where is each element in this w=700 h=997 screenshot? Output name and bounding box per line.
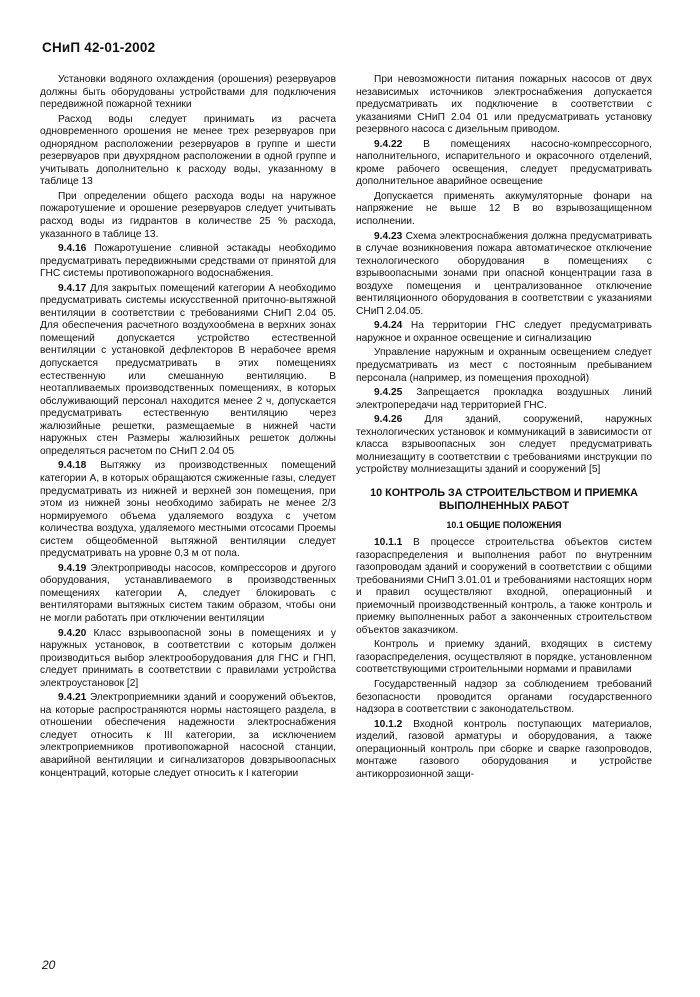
paragraph-text: Государственный надзор за соблюдением требований безопасности проводится органами государственного надзора в соответствии с законодательством.: [356, 678, 652, 716]
paragraph: [356, 387, 652, 412]
clause-number: 9.4.26: [374, 414, 403, 426]
paragraph: [40, 628, 336, 691]
subsection-title: 10.1 ОБЩИЕ ПОЛОЖЕНИЯ: [446, 519, 562, 530]
paragraph-text: Для закрытых помещений категории А необходимо предусматривать системы искусственной приточно-вытяжной вентиляции в соответствии с требованиями СНиП 2.04 05. Для обеспечения расчетного воздухообмена в верхних зонах помещений допускается устройство естественной вентиляции с установкой дефлекторов В нерабочее время допускается предусматривать в этих помещениях естественную или смешанную вентиляцию. В неотапливаемых производственных помещениях, в которых обслуживающий персонал находится менее 2 ч, допускается предусматривать естественную вентиляцию через жалюзийные решетки, размещаемые в нижней части наружных стен Размеры жалюзийных решеток должны определяться расчетом по СНиП 2.04 05: [40, 282, 336, 457]
clause-number: 9.4.24: [374, 320, 403, 332]
document-header: СНиП 42-01-2002: [42, 40, 156, 55]
paragraph: [40, 283, 336, 459]
clause-number: 9.4.18: [58, 460, 87, 472]
paragraph: [356, 320, 652, 345]
page-number: 20: [42, 958, 56, 972]
paragraph-text: На территории ГНС следует предусматривать наружное и охранное освещение и сигнализацию: [356, 320, 652, 344]
paragraph: [356, 679, 652, 717]
paragraph: [40, 563, 336, 626]
clause-number: 9.4.20: [58, 627, 87, 639]
paragraph: [40, 692, 336, 780]
paragraph: [356, 719, 652, 782]
paragraph-text: Установки водяного охлаждения (орошения) резервуаров должны быть оборудованы устройствами для подключения передвижной пожарной техники: [40, 74, 336, 111]
paragraph: [40, 191, 336, 241]
paragraph-text: Класс взрывоопасной зоны в помещениях и у наружных установок, в соответствии с которым должен производиться выбор электрооборудования для ГНС и ГНП, следует принимать в соответствии с правилами устройства электроустановок [2]: [40, 627, 336, 689]
paragraph-text: Допускается применять аккумуляторные фонари на напряжение не выше 12 В во взрывозащищенном исполнении.: [356, 190, 652, 228]
clause-number: 9.4.19: [58, 562, 87, 574]
paragraph: [356, 231, 652, 319]
paragraph-text: Вытяжку из производственных помещений категории А, в которых обращаются сжиженные газы, следует предусматривать из нижней и верхней зон помещения, при этом из нижней зоны необходимо забирать не менее 2/3 нормируемого объема удаляемого воздуха с учетом количества воздуха, удаляемого местными отсосами Проемы систем общеобменной вытяжной вентиляции следует предусматривать на уровне 0,3 м от пола.: [40, 460, 336, 560]
paragraph: [40, 74, 336, 112]
paragraph: [356, 191, 652, 229]
right-column: [356, 74, 652, 783]
clause-number: 9.4.23: [374, 230, 403, 242]
clause-number: 10.1.2: [374, 718, 403, 730]
paragraph-text: Схема электроснабжения должна предусматривать в случае возникновения пожара автоматическое отключение технологического оборудования в помещениях с взрывоопасными зонами при опасной концентрации газа в воздухе помещения и централизованное отключение вентиляционного оборудования в соответствии с указаниями СНиП 2.04.05.: [356, 230, 652, 317]
paragraph-text: При невозможности питания пожарных насосов от двух независимых источников электроснабжения допускается предусматривать их подключение в соответствии с указаниями СНиП 2.04 01 или предусматривать установку резервного насоса с дизельным приводом.: [356, 74, 652, 136]
paragraph: [40, 243, 336, 281]
paragraph-text: В помещениях насосно-компрессорного, наполнительного, испарительного и окрасочного отделений, кроме рабочего освещения, следует предусматривать дополнительное аварийное освещение: [356, 138, 652, 188]
paragraph-text: При определении общего расхода воды на наружное пожаротушение и орошение резервуаров следует учитывать расход воды из гидрантов в количестве 25 % расхода, указанного в таблице 13.: [40, 190, 336, 240]
clause-number: 9.4.21: [58, 692, 87, 704]
paragraph: [356, 74, 652, 137]
clause-number: 10.1.1: [374, 536, 403, 548]
paragraph: [356, 537, 652, 637]
paragraph: [356, 347, 652, 385]
paragraph-text: Контроль и приемку зданий, входящих в систему газораспределения, осуществляют в порядке, установленном соответствующими строительными нормами и правилами: [356, 639, 652, 676]
paragraph: [40, 460, 336, 560]
paragraph-text: Пожаротушение сливной эстакады необходимо предусматривать передвижными средствами от принятой для ГНС системы противопожарного водоснабжения.: [40, 243, 336, 280]
left-column: [40, 74, 336, 782]
paragraph-text: Входной контроль поступающих материалов, изделий, газовой арматуры и оборудования, а также операционный контроль при сборке и сварке газопроводов, монтаже газового оборудования и устройстве антикоррозионной защи-: [356, 718, 652, 780]
paragraph-text: Управление наружным и охранным освещением следует предусматривать из мест с постоянным пребыванием персонала (например, из помещения проходной): [356, 347, 652, 384]
paragraph-text: Для зданий, сооружений, наружных технологических установок и коммуникаций в зависимости от класса взрывоопасных зон следует предусматривать молниезащиту в соответствии с требованиями инструкции по устройству молниезащиты зданий и сооружений [5]: [356, 414, 652, 476]
paragraph-text: Расход воды следует принимать из расчета одновременного орошения не менее трех резервуаров при однорядном расположении резервуаров в группе и шести резервуаров при двухрядном расположении в одной группе и учитывать дополнительно к расходу воды, указанному в таблице 13: [40, 113, 336, 188]
paragraph: [40, 114, 336, 189]
clause-number: 9.4.25: [374, 387, 403, 399]
paragraph: [356, 139, 652, 189]
clause-number: 9.4.16: [58, 243, 87, 255]
paragraph: [356, 414, 652, 477]
section-title: 10 КОНТРОЛЬ ЗА СТРОИТЕЛЬСТВОМ И ПРИЕМКА ВЫПОЛНЕННЫХ РАБОТ: [370, 486, 638, 512]
paragraph-text: Запрещается прокладка воздушных линий электропередачи над территорией ГНС.: [356, 387, 652, 411]
paragraph-text: Электроприводы насосов, компрессоров и другого оборудования, устанавливаемого в производственных помещениях категории А, следует блокировать с вентиляторами вытяжных систем таким образом, чтобы они не могли работать при отключении вентиляции: [40, 562, 336, 624]
paragraph: [356, 639, 652, 677]
paragraph-text: Электроприемники зданий и сооружений объектов, на которые распространяются нормы настоящего раздела, в отношении обеспечения надежности электроснабжения следует относить к III категории, за исключением электроприемников противопожарной насосной станции, аварийной вентиляции и сигнализаторов довзрывоопасных концентраций, которые следует относить к I категории: [40, 692, 336, 779]
clause-number: 9.4.22: [374, 138, 403, 150]
paragraph-text: В процессе строительства объектов систем газораспределения и выполнения работ по внутренним газопроводам зданий и сооружений в соответствии с общими требованиями СНиП 3.01.01 и требованиями настоящих норм и правил осуществляют входной, операционный и приемочный производственный контроль, а также контроль и приемку выполненных работ а законченных строительством объектов заказчиком.: [356, 536, 652, 636]
clause-number: 9.4.17: [58, 282, 87, 294]
